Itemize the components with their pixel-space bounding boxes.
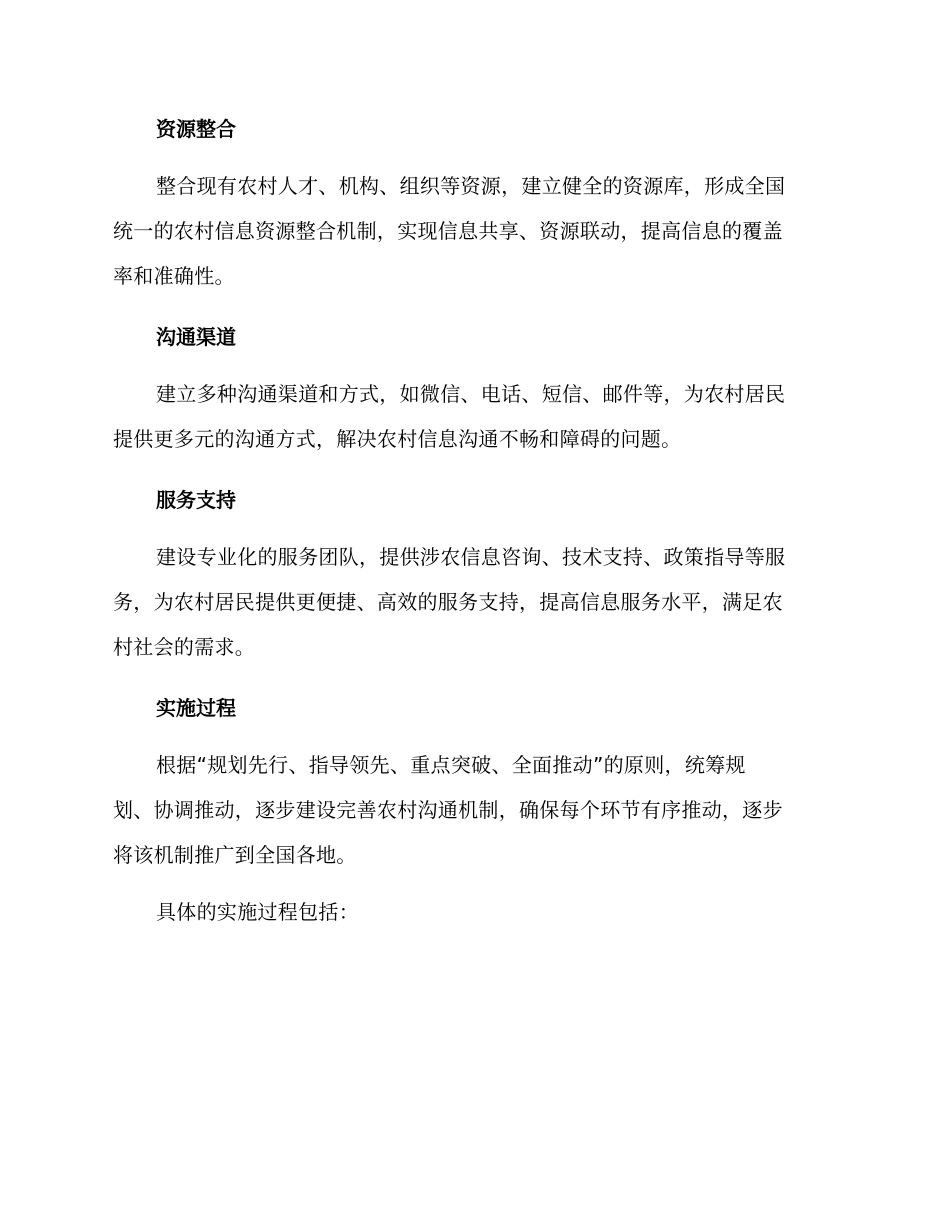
section-paragraph-communication-channels: [113, 372, 833, 462]
paragraph-line: 将该机制推广到全国各地。: [113, 843, 357, 867]
paragraph-line: 建设专业化的服务团队，提供涉农信息咨询、技术支持、政策指导等服: [156, 545, 786, 569]
section-paragraph-implementation-process: [113, 743, 833, 878]
section-heading-communication-channels: 沟通渠道: [156, 325, 236, 349]
paragraph-line: 务，为农村居民提供更便捷、高效的服务支持，提高信息服务水平，满足农: [113, 590, 783, 614]
document-body: [113, 114, 833, 935]
paragraph-line: 提供更多元的沟通方式，解决农村信息沟通不畅和障碍的问题。: [113, 427, 682, 451]
paragraph-line: 建立多种沟通渠道和方式，如微信、电话、短信、邮件等，为农村居民: [156, 382, 786, 406]
section-heading-service-support: 服务支持: [156, 488, 236, 512]
section-paragraph-resource-integration: [113, 164, 833, 299]
section-paragraph-service-support: [113, 535, 833, 670]
paragraph-line: 村社会的需求。: [113, 635, 256, 659]
closing-paragraph: [113, 890, 833, 935]
paragraph-line: 根据“规划先行、指导领先、重点突破、全面推动”的原则，统筹规: [156, 753, 746, 777]
paragraph-line: 具体的实施过程包括：: [156, 900, 359, 924]
paragraph-line: 率和准确性。: [113, 264, 235, 288]
paragraph-line: 划、协调推动，逐步建设完善农村沟通机制，确保每个环节有序推动，逐步: [113, 798, 783, 822]
section-heading-implementation-process: 实施过程: [156, 696, 236, 720]
section-heading-resource-integration: 资源整合: [156, 117, 236, 141]
paragraph-line: 统一的农村信息资源整合机制，实现信息共享、资源联动，提高信息的覆盖: [113, 219, 783, 243]
paragraph-line: 整合现有农村人才、机构、组织等资源，建立健全的资源库，形成全国: [156, 174, 786, 198]
